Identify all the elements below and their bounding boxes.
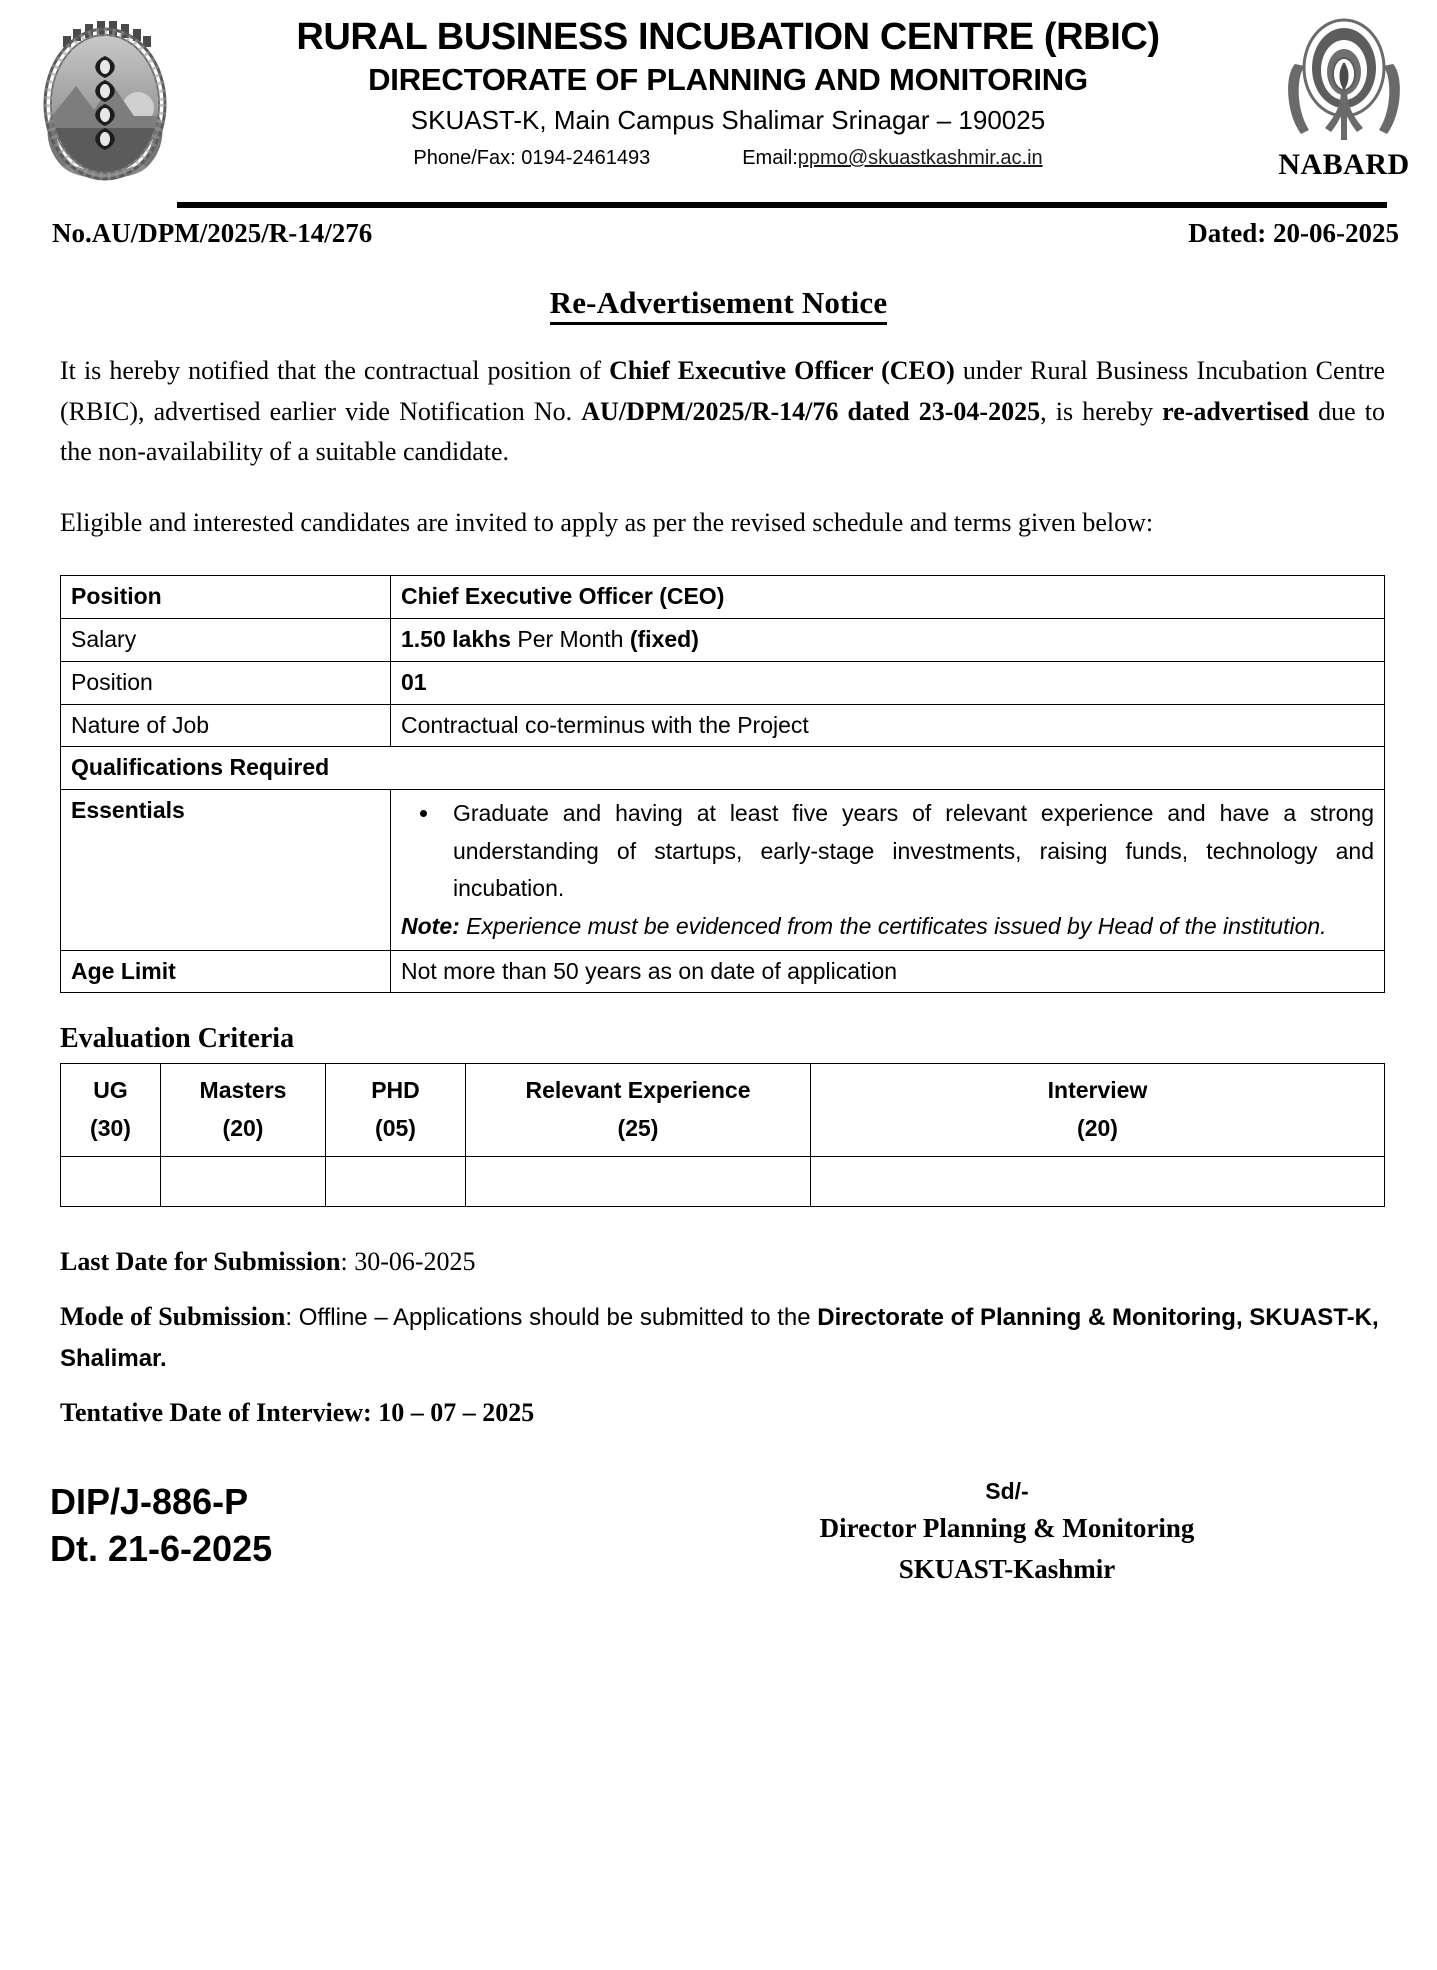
last-date-label: Last Date for Submission <box>60 1247 341 1277</box>
row-label-position-count: Position <box>61 661 391 704</box>
interview-date-line <box>60 1392 1385 1433</box>
row-value-essentials <box>391 790 1385 950</box>
table-row <box>61 576 1385 619</box>
mode-office: Directorate of Planning & Monitoring, SKUAST-K, Shalimar. <box>60 1304 1379 1373</box>
letterhead <box>0 0 1437 200</box>
eval-col-ug-marks: (30) <box>90 1115 131 1142</box>
dip-date: Dt. 21-6-2025 <box>50 1528 273 1570</box>
eval-col-masters <box>161 1064 326 1157</box>
p1-seg1: It is hereby notified that the contractual position of <box>60 356 610 385</box>
org-name: RURAL BUSINESS INCUBATION CENTRE (RBIC) <box>296 16 1160 58</box>
eval-blank-phd <box>326 1157 466 1207</box>
table-row <box>61 747 1385 790</box>
signed-marker: Sd/- <box>985 1477 1029 1504</box>
essentials-note <box>401 909 1374 944</box>
row-value-position-count: 01 <box>391 661 1385 704</box>
eval-col-interview-marks: (20) <box>1077 1115 1118 1142</box>
note-label: Note: <box>401 913 460 939</box>
row-qualifications-header: Qualifications Required <box>61 747 1385 790</box>
eval-col-experience-marks: (25) <box>617 1115 659 1142</box>
signatory-institution: SKUAST-Kashmir <box>898 1554 1116 1585</box>
evaluation-criteria-heading: Evaluation Criteria <box>60 1023 295 1055</box>
interview-date-label: Tentative Date of Interview: <box>60 1398 372 1428</box>
submission-info <box>0 1241 1437 1433</box>
evaluation-table-wrap <box>0 1063 1437 1207</box>
evaluation-table <box>60 1063 1385 1207</box>
note-text: Experience must be evidenced from the certificates issued by Head of the institution. <box>459 913 1327 939</box>
table-row-header <box>61 1064 1385 1157</box>
nabard-label: NABARD <box>1278 148 1410 181</box>
reference-row <box>0 208 1437 249</box>
signature-block <box>0 1478 1437 1588</box>
salary-period: Per Month <box>510 626 630 652</box>
eval-col-masters-name: Masters <box>199 1077 287 1104</box>
table-row <box>61 790 1385 950</box>
mode-of-submission-line <box>60 1296 1385 1378</box>
skuast-kashmir-emblem <box>30 12 180 192</box>
table-row <box>61 704 1385 747</box>
eval-col-interview-name: Interview <box>1047 1077 1148 1104</box>
row-label-essentials: Essentials <box>61 790 391 950</box>
table-row <box>61 661 1385 704</box>
mode-label: Mode of Submission <box>60 1302 286 1332</box>
nabard-logo-wrap <box>1269 8 1419 182</box>
row-value-age-limit: Not more than 50 years as on date of application <box>391 950 1385 993</box>
email-label: Email: <box>742 147 798 170</box>
p1-seg2: under Rural Business Incubation Centre (RBIC), advertised earlier vide Notification No. <box>60 356 1385 426</box>
p1-readvertised-bold: re-advertised <box>1162 396 1309 426</box>
page-title-text: Re-Advertisement Notice <box>550 285 888 325</box>
phone-fax: Phone/Fax: 0194-2461493 <box>413 147 651 170</box>
campus-address: SKUAST-K, Main Campus Shalimar Srinagar – 190025 <box>410 104 1046 135</box>
p1-seg3: , is hereby <box>1040 396 1163 426</box>
nabard-logo <box>1283 16 1405 144</box>
eval-col-ug <box>61 1064 161 1157</box>
essentials-list <box>401 795 1374 907</box>
reference-number: No.AU/DPM/2025/R-14/276 <box>52 218 373 248</box>
eval-col-phd-name: PHD <box>371 1077 420 1104</box>
row-value-position-title: Chief Executive Officer (CEO) <box>391 576 1385 619</box>
row-value-salary <box>391 619 1385 662</box>
salary-amount: 1.50 lakhs <box>401 626 511 652</box>
details-table-wrap <box>0 575 1437 993</box>
eval-col-phd <box>326 1064 466 1157</box>
body-text <box>0 351 1437 543</box>
page-title <box>0 285 1437 321</box>
eval-blank-interview <box>811 1157 1385 1207</box>
row-label-position-title: Position <box>61 576 391 619</box>
row-label-salary: Salary <box>61 619 391 662</box>
paragraph-notification <box>60 351 1385 473</box>
row-label-nature-of-job: Nature of Job <box>61 704 391 747</box>
table-row <box>61 619 1385 662</box>
row-value-nature-of-job: Contractual co-terminus with the Project <box>391 704 1385 747</box>
email-address[interactable]: ppmo@skuastkashmir.ac.in <box>797 147 1043 170</box>
p1-notification-bold: AU/DPM/2025/R-14/76 dated 23-04-2025 <box>581 396 1041 426</box>
table-row <box>61 950 1385 993</box>
eval-col-interview <box>811 1064 1385 1157</box>
salary-fixed: (fixed) <box>629 626 699 652</box>
row-label-age-limit: Age Limit <box>61 950 391 993</box>
dip-block <box>50 1478 272 1573</box>
eval-col-ug-name: UG <box>93 1077 128 1104</box>
p1-seg4: due to the non-availability of a suitable candidate. <box>60 396 1385 467</box>
p1-position-bold: Chief Executive Officer (CEO) <box>609 356 955 385</box>
directorate-name: DIRECTORATE OF PLANNING AND MONITORING <box>368 61 1088 97</box>
eval-col-experience <box>466 1064 811 1157</box>
last-date-value: : 30-06-2025 <box>340 1247 476 1277</box>
eval-blank-masters <box>161 1157 326 1207</box>
eval-col-experience-name: Relevant Experience <box>525 1077 751 1104</box>
signatory-designation: Director Planning & Monitoring <box>819 1512 1195 1543</box>
dip-number: DIP/J-886-P <box>50 1480 249 1522</box>
eval-col-masters-marks: (20) <box>222 1115 264 1142</box>
table-row <box>61 1157 1385 1207</box>
list-item: • Graduate and having at least five years of relevant experience and have a strong understanding of startups, early-stage investments, raising funds, technology and incubation. <box>441 795 1374 907</box>
skuast-kashmir-emblem-wrap <box>22 8 187 192</box>
contact-row <box>187 147 1269 170</box>
eval-blank-experience <box>466 1157 811 1207</box>
signatory-block <box>727 1478 1287 1588</box>
reference-date: Dated: 20-06-2025 <box>1188 218 1399 248</box>
email-block <box>742 147 1042 170</box>
interview-date-value: 10 – 07 – 2025 <box>371 1398 535 1428</box>
details-table <box>60 575 1385 993</box>
paragraph-invitation: Eligible and interested candidates are invited to apply as per the revised schedule and terms given below: <box>60 507 1154 537</box>
mode-value: : Offline – Applications should be submitted to the <box>285 1304 818 1332</box>
eval-col-phd-marks: (05) <box>375 1115 416 1142</box>
eval-blank-ug <box>61 1157 161 1207</box>
letterhead-text <box>187 8 1269 170</box>
last-date-line <box>60 1241 1385 1282</box>
